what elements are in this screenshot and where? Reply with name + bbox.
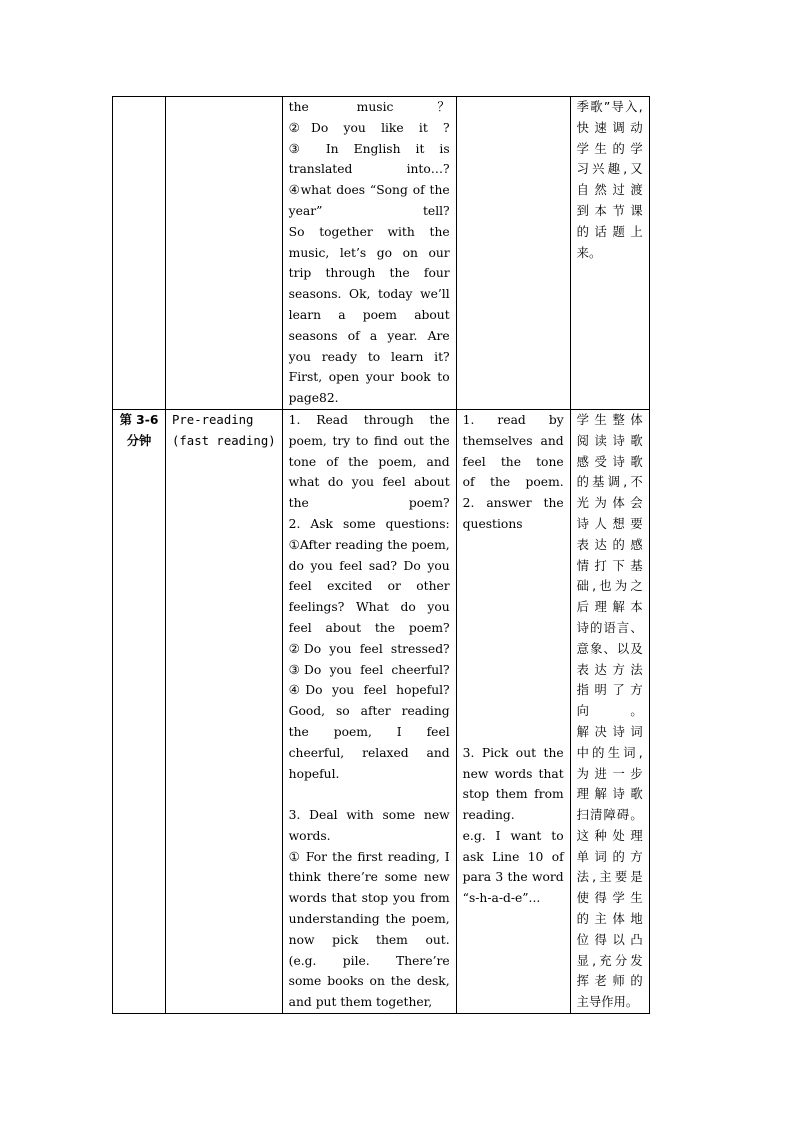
text-line: 快速调动 (576, 120, 643, 135)
text-line: page82. (288, 391, 339, 406)
text-line: themselves and (462, 433, 564, 448)
text-line: (e.g. pile. There’re (288, 953, 450, 968)
text-line: hopeful. (288, 766, 340, 781)
text-line (463, 639, 564, 660)
text-line: 诗的语言、 (576, 620, 643, 635)
text-line: para 3 the word (462, 870, 564, 885)
text-line (463, 597, 564, 618)
text-line: poem, try to find out the (288, 433, 450, 448)
text-line: 解决诗词 (576, 724, 643, 739)
text-line: “s-h-a-d-e”... (462, 891, 541, 906)
text-line: 为进一步 (576, 766, 643, 781)
text-line: Pre-reading (172, 412, 254, 427)
student-activity-cell (456, 409, 570, 1013)
text-line (463, 680, 564, 701)
text-line: words that stop you from (288, 891, 450, 906)
text-line (463, 576, 564, 597)
text-line: 础,也为之 (576, 579, 643, 594)
text-line: seasons of a year. Are (288, 328, 450, 343)
text-line (463, 722, 564, 743)
text-line: 诗人想要 (576, 516, 643, 531)
text-line: 位得以凸 (576, 932, 643, 947)
text-line: tone of the poem, and (288, 454, 450, 469)
text-line: ②Do you feel stressed? (288, 641, 450, 656)
text-line: music, let’s go on our (288, 245, 450, 260)
text-line: feelings? What do you (288, 600, 450, 615)
text-line: 主导作用。 (576, 995, 639, 1010)
text-line: some books on the desk, (288, 974, 450, 989)
text-line: translated into…? (288, 162, 450, 177)
text-line: 的主体地 (576, 912, 643, 927)
text-line: the poem? (288, 496, 450, 511)
text-line: 的基调,不 (576, 475, 643, 490)
text-line (463, 535, 564, 556)
text-line: (fast reading) (172, 433, 276, 448)
text-line: 的话题上 (576, 224, 643, 239)
text-line: and put them together, (288, 995, 433, 1010)
time-cell (113, 409, 166, 1013)
text-line: ④what does “Song of the (288, 183, 450, 198)
text-line: 2. answer the (462, 496, 564, 511)
text-line: 指明了方 (576, 683, 643, 698)
text-line: First, open your book to (288, 370, 450, 385)
text-line: 光为体会 (576, 496, 643, 511)
text-line: 扫清障碍。 (576, 808, 643, 823)
text-line: reading. (462, 808, 515, 823)
text-line: ask Line 10 of (462, 849, 564, 864)
text-line: understanding the poem, (288, 912, 450, 927)
text-line: stop them from (462, 787, 564, 802)
text-line: now pick them out. (288, 932, 450, 947)
text-line: 使得学生 (576, 891, 643, 906)
text-line: new words that (462, 766, 564, 781)
purpose-cell (570, 409, 649, 1013)
text-line: 法,主要是 (576, 870, 643, 885)
text-line: feel the tone (462, 454, 564, 469)
text-line: 1. read by (462, 412, 564, 427)
text-line: ③Do you feel cheerful? (288, 662, 450, 677)
text-line: 到本节课 (576, 203, 643, 218)
text-line: ① For the first reading, I (288, 849, 450, 864)
text-line: think there’re some new (288, 870, 450, 885)
time-label: 第 3-6 分钟 (119, 412, 159, 448)
text-line: 学生整体 (576, 412, 643, 427)
text-line: 3. Pick out the (462, 745, 564, 760)
text-line: 学生的学 (576, 141, 643, 156)
text-line: trip through the four (288, 266, 450, 281)
text-line: 意象、以及 (576, 641, 643, 656)
text-line: seasons. Ok, today we’ll (288, 287, 450, 302)
text-line: 理解诗歌 (576, 787, 643, 802)
text-line: the music？ (288, 100, 450, 114)
text-line: 阅读诗歌 (576, 433, 643, 448)
text-line: questions (462, 516, 523, 531)
text-line: 后理解本 (576, 600, 643, 615)
text-line: e.g. I want to (462, 828, 564, 843)
student-activity-cell (456, 97, 570, 410)
text-line (463, 618, 564, 639)
text-line: ②Do you like it ? (288, 120, 450, 135)
text-line: ①After reading the poem, (288, 537, 450, 552)
text-line: 向。 (576, 704, 643, 719)
text-line: 情打下基 (576, 558, 643, 573)
text-line: 表达方法 (576, 662, 643, 677)
text-line: 表达的感 (576, 537, 643, 552)
text-line: words. (288, 828, 331, 843)
text-line: learn a poem about (288, 307, 450, 322)
text-line: 自然过渡 (576, 183, 643, 198)
text-line: 习兴趣,又 (576, 162, 643, 177)
text-line: 显,充分发 (576, 953, 643, 968)
text-line: 单词的方 (576, 849, 643, 864)
teacher-activity-cell (282, 97, 456, 410)
text-line (463, 660, 564, 681)
lesson-plan-table (112, 96, 650, 1014)
text-line: year” tell? (288, 203, 450, 218)
text-line: 2. Ask some questions: (288, 516, 450, 531)
text-line: 季歌”导入, (576, 100, 643, 114)
text-line: 来。 (576, 245, 602, 260)
text-line (463, 556, 564, 577)
text-line: what do you feel about (288, 475, 450, 490)
text-line: the poem, I feel (288, 724, 450, 739)
text-line: 1. Read through the (288, 412, 450, 427)
text-line: 感受诗歌 (576, 454, 643, 469)
text-line: you ready to learn it? (288, 349, 450, 364)
text-line: feel about the poem? (288, 620, 450, 635)
time-cell (113, 97, 166, 410)
text-line: do you feel sad? Do you (288, 558, 450, 573)
stage-cell (166, 97, 283, 410)
text-line: So together with the (288, 224, 450, 239)
text-line: 挥老师的 (576, 974, 643, 989)
text-line: ④Do you feel hopeful? (288, 683, 450, 698)
text-line (289, 784, 450, 805)
text-line: 中的生词, (576, 745, 643, 760)
text-line: cheerful, relaxed and (288, 745, 450, 760)
table-row (113, 97, 650, 410)
text-line (463, 701, 564, 722)
table-row (113, 409, 650, 1013)
text-line: of the poem. (462, 475, 564, 490)
text-line: Good, so after reading (288, 704, 450, 719)
text-line: 这种处理 (576, 828, 643, 843)
text-line: ③ In English it is (288, 141, 450, 156)
teacher-activity-cell (282, 409, 456, 1013)
purpose-cell (570, 97, 649, 410)
stage-cell (166, 409, 283, 1013)
text-line: 3. Deal with some new (288, 808, 450, 823)
text-line: feel excited or other (288, 579, 450, 594)
